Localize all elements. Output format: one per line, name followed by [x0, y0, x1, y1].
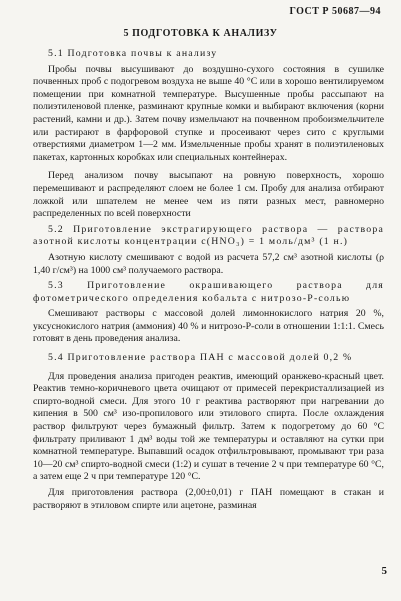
paragraph: Для приготовления раствора (2,00±0,01) г ПАН помещают в стакан и растворяют в этиловом спирте или ацетоне, разминая	[33, 487, 384, 511]
subsection-heading-5-3: 5.3 Приготовление окрашивающего раствора для фотометрического определения кобальта с нитрозо-Р-солью	[33, 280, 384, 304]
paragraph: Для проведения анализа пригоден реактив, имеющий оранжево-красный цвет. Реактив темно-коричневого цвета очищают от примесей перекристаллизацией из спирто-водной смеси. Для этого 10 г реактива растворяют при нагревании до кипения в 500 см³ изо-пропилового или этилового спирта. После охлаждения раствор фильтруют через бумажный фильтр. Затем к подогретому до 60 °C фильтрату приливают 1 дм³ воды той же температуры и оставляют на сутки при комнатной температуре. Выпавший осадок отфильтровывают, промывают три раза 10—20 см³ спирто-водной смеси (1:2) и сушат в течение 2 ч при температуре 60 °C, а затем еще 2 ч при температуре 120 °C.	[33, 370, 384, 483]
subsection-heading-5-4: 5.4 Приготовление раствора ПАН с массовой долей 0,2 %	[48, 352, 353, 364]
paragraph: Перед анализом почву высыпают на ровную поверхность, хорошо перемешивают и распределяют слоем не более 1 см. Пробу для анализа отбирают ложкой или шпателем не менее чем из пяти разных мест, равномерно распределенных по всей поверхности	[33, 170, 384, 220]
page-number: 5	[381, 565, 387, 577]
subsection-heading-5-2: 5.2 Приготовление экстрагирующего раствора — раствора азотной кислоты концентрации c(HNO₃) = 1 моль/дм³ (1 н.)	[33, 223, 384, 248]
section-title: 5 ПОДГОТОВКА К АНАЛИЗУ	[123, 28, 278, 39]
subsection-heading-5-1: 5.1 Подготовка почвы к анализу	[48, 48, 218, 59]
document-body	[33, 48, 384, 512]
paragraph: Азотную кислоту смешивают с водой из расчета 57,2 см³ азотной кислоты (ρ 1,40 г/см³) на 1000 см³ получаемого раствора.	[33, 251, 384, 276]
paragraph: Пробы почвы высушивают до воздушно-сухого состояния в сушилке почвенных проб с подогревом воздуха не выше 40 °C или в хорошо вентилируемом помещении при комнатной температуре. Высушенные пробы рассыпают на полиэтиленовой пленке, разминают крупные комки и выбирают включения (корни растений, камни и др.). Затем почву измельчают на почвенном пробоизмельчителе или растирают в фарфоровой ступке и просеивают через сито с круглыми отверстиями диаметром 1—2 мм. Измельченные пробы хранят в полиэтиленовых пакетах, картонных коробках или специальных контейнерах.	[33, 63, 384, 163]
standard-header: ГОСТ Р 50687—94	[289, 6, 381, 17]
paragraph: Смешивают растворы с массовой долей лимоннокислого натрия 20 %, уксуснокислого натрия (аммония) 40 % и нитрозо-Р-соли в отношении 1:1:1. Смесь готовят в день проведения анализа.	[33, 308, 384, 345]
